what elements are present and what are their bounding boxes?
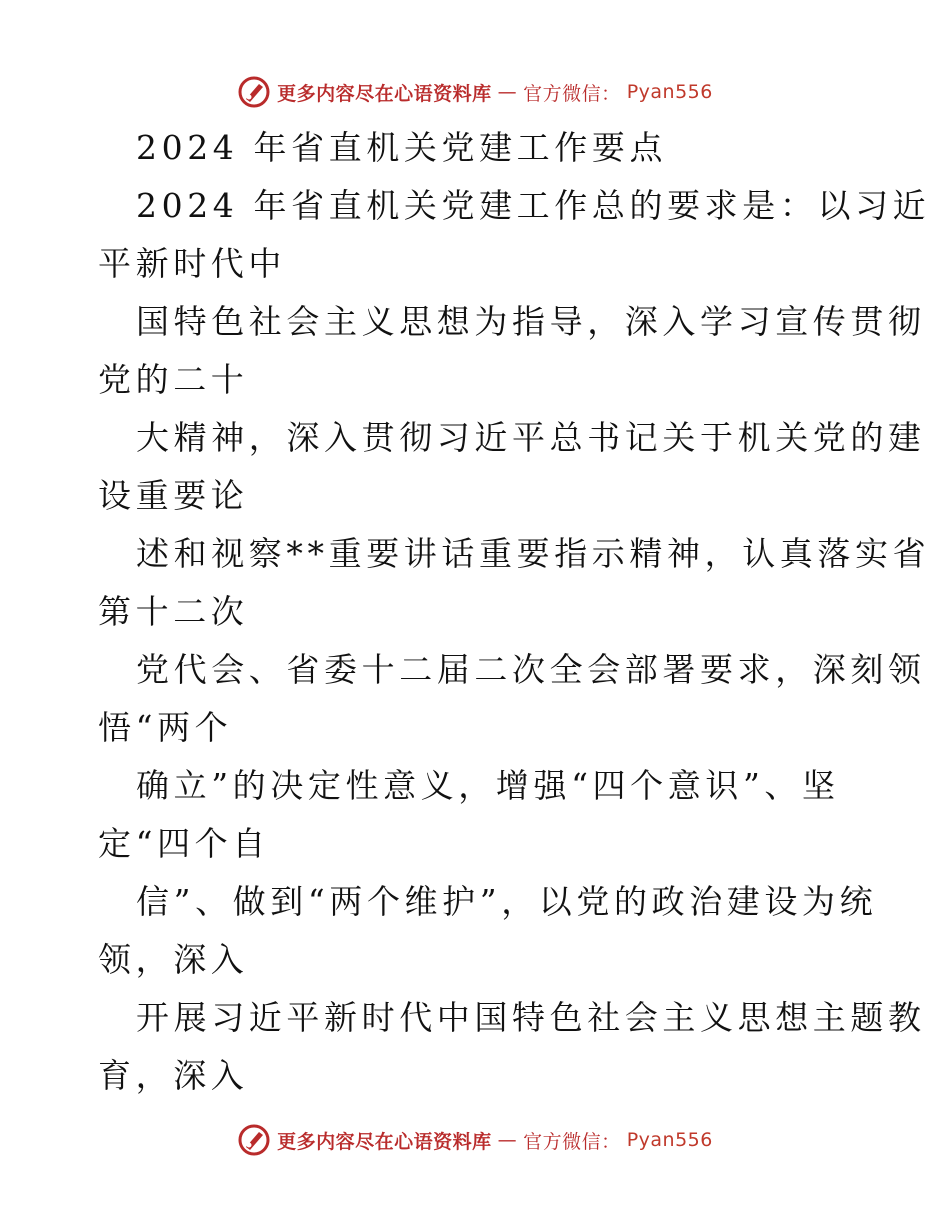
watermark-brand: 更多内容尽在心语资料库 xyxy=(277,82,492,105)
body-line: 第十二次 xyxy=(98,592,249,631)
watermark-dash: — xyxy=(497,1129,518,1151)
header-watermark xyxy=(0,72,950,112)
body-line: 党的二十 xyxy=(98,360,249,399)
body-line: 悟“两个 xyxy=(98,708,233,747)
watermark-wechat-id: Pyan556 xyxy=(626,81,713,103)
body-line: 国特色社会主义思想为指导，深入学习宣传贯彻 xyxy=(136,302,926,341)
watermark-wechat-id: Pyan556 xyxy=(626,1129,713,1151)
body-line: 定“四个自 xyxy=(98,824,270,863)
body-line: 大精神，深入贯彻习近平总书记关于机关党的建 xyxy=(136,418,926,457)
seal-logo-icon xyxy=(237,1123,271,1157)
document-title: 2024 年省直机关党建工作要点 xyxy=(136,128,668,167)
body-line: 2024 年省直机关党建工作总的要求是：以习近 xyxy=(136,186,931,225)
body-line: 述和视察**重要讲话重要指示精神，认真落实省 xyxy=(136,534,931,573)
body-line: 确立”的决定性意义，增强“四个意识”、坚 xyxy=(136,766,840,805)
body-line: 信”、做到“两个维护”，以党的政治建设为统 xyxy=(136,882,878,921)
watermark-official-label: 官方微信： xyxy=(523,82,621,105)
body-line: 党代会、省委十二届二次全会部署要求，深刻领 xyxy=(136,650,926,689)
body-line: 育，深入 xyxy=(98,1056,249,1095)
body-line: 开展习近平新时代中国特色社会主义思想主题教 xyxy=(136,998,926,1037)
footer-watermark xyxy=(0,1120,950,1160)
body-line: 平新时代中 xyxy=(98,244,286,283)
watermark-dash: — xyxy=(497,81,518,103)
watermark-official-label: 官方微信： xyxy=(523,1130,621,1153)
watermark-brand: 更多内容尽在心语资料库 xyxy=(277,1130,492,1153)
body-line: 领，深入 xyxy=(98,940,249,979)
seal-logo-icon xyxy=(237,75,271,109)
body-line: 设重要论 xyxy=(98,476,249,515)
